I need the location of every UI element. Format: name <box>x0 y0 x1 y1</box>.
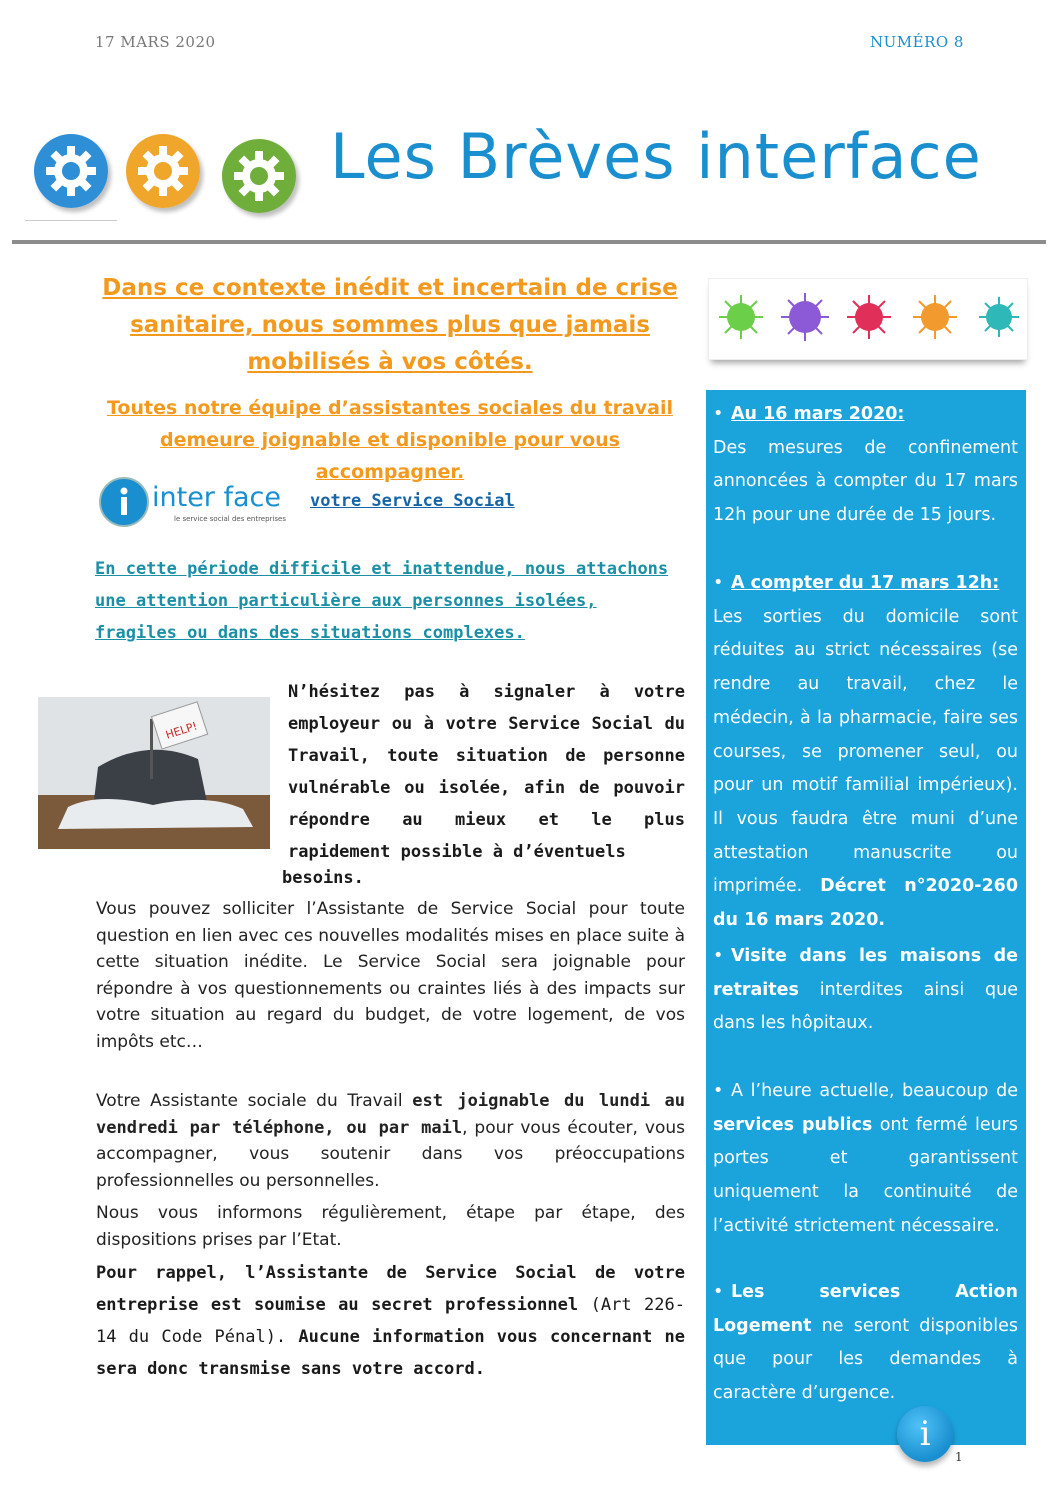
newsletter-title: Les Brèves interface <box>330 120 982 193</box>
contact-paragraph <box>96 1088 685 1194</box>
logo-underline <box>25 220 117 221</box>
virus-image <box>708 278 1028 360</box>
secret-paragraph <box>96 1257 685 1385</box>
help-sign: HELP! <box>164 719 199 742</box>
sub-heading: Toutes notre équipe d’assistantes sociales du travail demeure joignable et disponible pour vous accompagner. <box>106 397 673 483</box>
sidebar-item-1-heading: Au 16 mars 2020: <box>731 404 905 424</box>
lead-heading: Dans ce contexte inédit et incertain de crise sanitaire, nous sommes plus que jamais mobilisés à vos côtés. <box>102 275 678 375</box>
sidebar-item-4-bold: services publics <box>713 1114 873 1135</box>
code-reference: (Art 226-14 du Code Pénal). <box>96 1295 685 1347</box>
sidebar-item-1-text: Des mesures de confinement annoncées à compter du 17 mars 12h pour une durée de 15 jours. <box>713 437 1018 526</box>
attention-paragraph: En cette période difficile et inattendue, nous attachons une attention particulière aux personnes isolées, fragiles ou dans des situations complexes. <box>95 559 669 643</box>
help-photo <box>38 697 270 849</box>
issue-date: 17 MARS 2020 <box>95 33 216 51</box>
page-number: 1 <box>955 1450 963 1464</box>
bullet-icon: • <box>713 404 724 424</box>
sidebar-item-2 <box>713 567 1018 938</box>
header-divider <box>12 240 1046 244</box>
sidebar-item-4-text: ont fermé leurs portes et garantissent uniquement la continuité de l’activité strictement nécessaire. <box>713 1114 1018 1236</box>
sidebar-item-4-intro: A l’heure actuelle, beaucoup de <box>731 1081 1018 1101</box>
sidebar-item-3-bold: Visite dans les maisons de retraites <box>713 946 1018 1000</box>
sidebar-item-1 <box>713 398 1018 533</box>
sidebar-item-4 <box>713 1075 1018 1244</box>
sidebar-item-2-text: Les sorties du domicile sont réduites au strict nécessaires (se rendre au travail, chez le médecin, à la pharmacie, faire ses courses, se promener seul, ou pour un motif familial impérieux). Il vous faudra être muni d’une attestation manuscrite ou imprimée. <box>713 606 1018 897</box>
sidebar-item-5 <box>713 1276 1018 1411</box>
brand-name: inter face <box>152 482 282 513</box>
contact-purpose: , pour vous écouter, vous accompagner, vous soutenir dans vos préoccupations professionnelles ou personnelles. <box>96 1117 685 1191</box>
bullet-icon: • <box>713 1282 724 1302</box>
sidebar-item-5-bold: Les services Action Logement <box>713 1282 1018 1336</box>
interface-logo <box>98 476 298 528</box>
bullet-icon: • <box>713 946 724 966</box>
service-social-link[interactable]: votre Service Social <box>310 491 515 511</box>
contact-hours: est joignable du lundi au vendredi par téléphone, ou par mail <box>96 1091 685 1138</box>
contact-intro: Votre Assistante sociale du Travail <box>96 1091 413 1111</box>
sidebar-item-3-text: interdites ainsi que dans les hôpitaux. <box>713 979 1018 1034</box>
secret-statement: Pour rappel, l’Assistante de Service Social de votre entreprise est soumise au secret professionnel <box>96 1263 685 1315</box>
signal-paragraph: N’hésitez pas à signaler à votre employeur ou à votre Service Social du Travail, toute situation de personne vulnérable ou isolée, afin de pouvoir répondre au mieux et le plus rapidement possible à d’éventuels <box>288 682 685 862</box>
gear-icon <box>222 139 296 213</box>
bullet-icon: • <box>713 1081 724 1101</box>
solliciter-paragraph: Vous pouvez solliciter l’Assistante de Service Social pour toute question en lien avec ces nouvelles modalités mises en place suite à cette situation inédite. Le Service Social sera joignable pour répondre à vos questionnements ou craintes liés à des impacts sur votre situation au regard du budget, de votre logement, de vos impôts etc… <box>96 899 685 1052</box>
consent-statement: Aucune information vous concernant ne sera donc transmise sans votre accord. <box>96 1327 685 1379</box>
gear-icon <box>126 134 200 208</box>
sidebar-decree: Décret n°2020-260 du 16 mars 2020. <box>713 876 1018 931</box>
sidebar-item-5-text: ne seront disponibles que pour les demandes à caractère d’urgence. <box>713 1315 1018 1404</box>
info-icon: i <box>897 1406 953 1462</box>
sidebar-item-2-heading: A compter du 17 mars 12h: <box>731 573 1000 593</box>
information-paragraph: Nous vous informons régulièrement, étape par étape, des dispositions prises par l’Etat. <box>96 1203 685 1250</box>
gear-icon <box>34 134 108 208</box>
issue-number: NUMÉRO 8 <box>870 33 964 51</box>
sidebar-item-3 <box>713 940 1018 1041</box>
bullet-icon: • <box>713 573 724 593</box>
brand-tagline: le service social des entreprises <box>174 515 286 523</box>
signal-end: besoins. <box>282 868 364 888</box>
